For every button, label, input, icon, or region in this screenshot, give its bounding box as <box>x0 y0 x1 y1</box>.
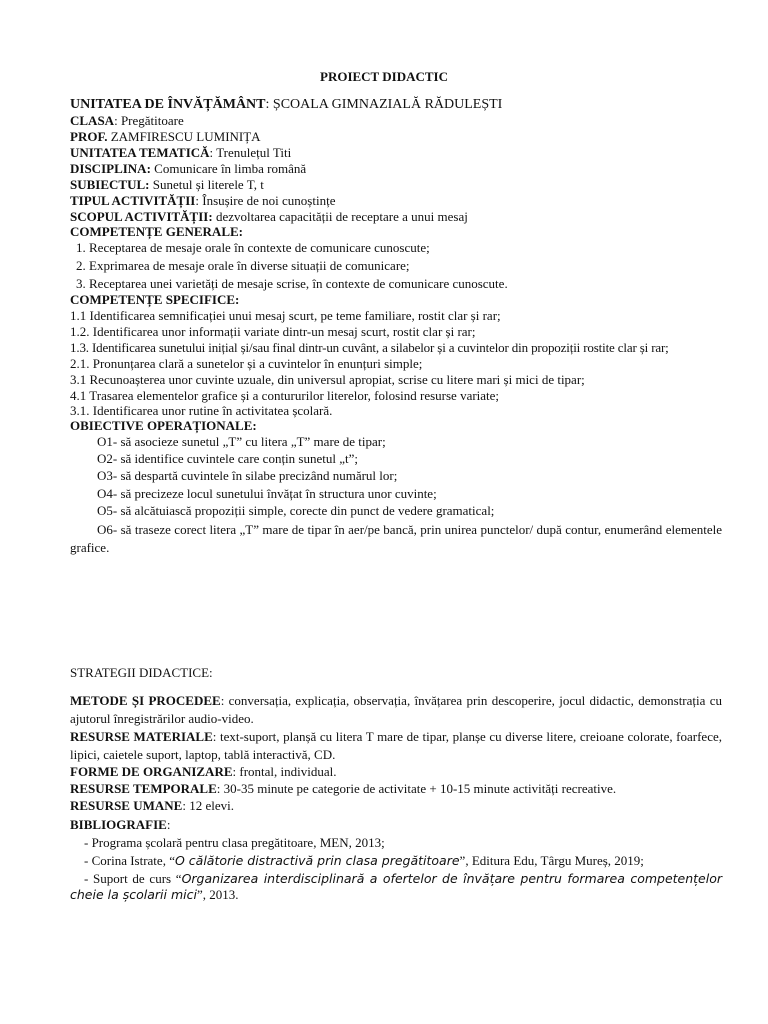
header-subject <box>70 177 722 193</box>
header-value: Sunetul și literele T, t <box>152 177 264 192</box>
header-value: Trenulețul Titi <box>216 145 292 160</box>
list-item: 1.2. Identificarea unor informații variate dintr-un mesaj scurt, rostit clar și rar; <box>70 324 476 339</box>
header-label: SCOPUL ACTIVITĂȚII: <box>70 209 213 224</box>
header-value: Comunicare în limba română <box>154 161 307 176</box>
header-sep: : <box>114 113 121 128</box>
objectives-heading: OBIECTIVE OPERAȚIONALE: <box>70 418 257 433</box>
document-title: PROIECT DIDACTIC <box>320 69 448 84</box>
header-activity-type <box>70 193 722 209</box>
header-label: SUBIECTUL: <box>70 177 150 192</box>
header-school <box>70 97 722 113</box>
list-item: 3.1 Recunoașterea unor cuvinte uzuale, din universul apropiat, scrise cu litere mari și mici de tipar; <box>70 372 585 387</box>
list-item: O6- să traseze corect litera „T” mare de tipar în aer/pe bancă, prin unirea punctelor/ după contur, enumerând elementele grafice. <box>70 522 722 555</box>
header-sep: : <box>195 193 203 208</box>
bibliography-item: - Programa școlară pentru clasa pregătitoare, MEN, 2013; <box>84 835 385 850</box>
bib-text: ”, 2013. <box>196 887 239 902</box>
list-item: O5- să alcătuiască propoziții simple, corecte din punct de vedere gramatical; <box>97 503 495 518</box>
header-label: CLASA <box>70 113 115 128</box>
list-item: 3. Receptarea unei varietăți de mesaje scrise, în contexte de comunicare cunoscute. <box>76 276 508 291</box>
bib-text: - Corina Istrate, “ <box>84 853 175 868</box>
header-class <box>70 113 722 129</box>
time-label: RESURSE TEMPORALE <box>70 781 217 796</box>
bib-title: Organizarea interdisciplinară a ofertelor de învățare pentru formarea competențelor cheie la școlarii mici <box>70 871 723 902</box>
list-item: O1- să asocieze sunetul „T” cu litera „T” mare de tipar; <box>97 434 386 449</box>
materials-paragraph <box>70 728 722 764</box>
header-teacher <box>70 129 722 145</box>
methods-paragraph <box>70 692 722 728</box>
bib-text: - Suport de curs “ <box>84 871 182 886</box>
list-item: 3.1. Identificarea unor rutine în activitatea școlară. <box>70 403 333 418</box>
header-sep: : <box>209 145 217 160</box>
list-item: 2. Exprimarea de mesaje orale în diverse situații de comunicare; <box>76 258 410 273</box>
header-label: TIPUL ACTIVITĂȚII <box>70 193 196 208</box>
time-value: : 30-35 minute pe categorie de activitate + 10-15 minute activități recreative. <box>216 781 617 796</box>
list-item: 1.1 Identificarea semnificației unui mesaj scurt, pe teme familiare, rostit clar și rar; <box>70 308 501 323</box>
strategies-heading: STRATEGII DIDACTICE: <box>70 665 213 680</box>
forms-label: FORME DE ORGANIZARE <box>70 764 233 779</box>
bibliography-item <box>70 871 722 903</box>
header-value: Însușire de noi cunoștințe <box>202 193 336 208</box>
header-value: ZAMFIRESCU LUMINIȚA <box>110 129 261 144</box>
header-value: Pregătitoare <box>120 113 184 128</box>
header-label: DISCIPLINA: <box>70 161 151 176</box>
header-value: dezvoltarea capacității de receptare a unui mesaj <box>215 209 468 224</box>
forms-line <box>70 764 722 780</box>
header-label: UNITATEA TEMATICĂ <box>70 145 210 160</box>
materials-label: RESURSE MATERIALE <box>70 729 213 744</box>
list-item: 1.3. Identificarea sunetului inițial și/sau final dintr-un cuvânt, a silabelor și a cuvintelor din propoziții rostite clar și rar; <box>70 340 669 355</box>
bibliography-colon: : <box>166 817 171 832</box>
materials-value: : text-suport, planșă cu litera T mare de tipar, planșe cu diverse litere, creioane colorate, foarfece, lipici, caietele suport, laptop, tablă interactivă, CD. <box>70 729 722 762</box>
human-line <box>70 798 722 814</box>
list-item: 4.1 Trasarea elementelor grafice și a contururilor literelor, folosind resurse variate; <box>70 388 500 403</box>
general-competences-heading: COMPETENȚE GENERALE: <box>70 224 243 239</box>
header-value: ȘCOALA GIMNAZIALĂ RĂDULEȘTI <box>272 97 503 112</box>
header-activity-goal <box>70 209 722 225</box>
list-item: O2- să identifice cuvintele care conțin sunetul „t”; <box>97 451 358 466</box>
bib-title: O călătorie distractivă prin clasa pregătitoare <box>174 853 460 868</box>
human-label: RESURSE UMANE <box>70 798 183 813</box>
list-item: O4- să precizeze locul sunetului învățat în structura unor cuvinte; <box>97 486 437 501</box>
methods-value: : conversația, explicația, observația, învățarea prin descoperire, jocul didactic, demonstrația cu ajutorul înregistrărilor audio-video. <box>70 693 722 726</box>
header-discipline <box>70 161 722 177</box>
list-item: O3- să despartă cuvintele în silabe precizând numărul lor; <box>97 468 398 483</box>
header-thematic-unit <box>70 145 722 161</box>
forms-value: : frontal, individual. <box>232 764 337 779</box>
human-value: : 12 elevi. <box>182 798 234 813</box>
specific-competences-heading: COMPETENȚE SPECIFICE: <box>70 292 240 307</box>
bibliography-heading <box>70 817 722 833</box>
time-line <box>70 781 722 797</box>
bibliography-item <box>84 853 722 869</box>
list-item: 1. Receptarea de mesaje orale în contexte de comunicare cunoscute; <box>76 240 430 255</box>
bibliography-label: BIBLIOGRAFIE <box>70 817 167 832</box>
header-label: PROF. <box>70 129 108 144</box>
list-item: 2.1. Pronunțarea clară a sunetelor și a cuvintelor în enunțuri simple; <box>70 356 423 371</box>
header-sep: : <box>265 97 273 112</box>
methods-label: METODE ȘI PROCEDEE <box>70 693 221 708</box>
header-label: UNITATEA DE ÎNVĂȚĂMÂNT <box>70 97 266 112</box>
bib-text: ”, Editura Edu, Târgu Mureș, 2019; <box>459 853 644 868</box>
